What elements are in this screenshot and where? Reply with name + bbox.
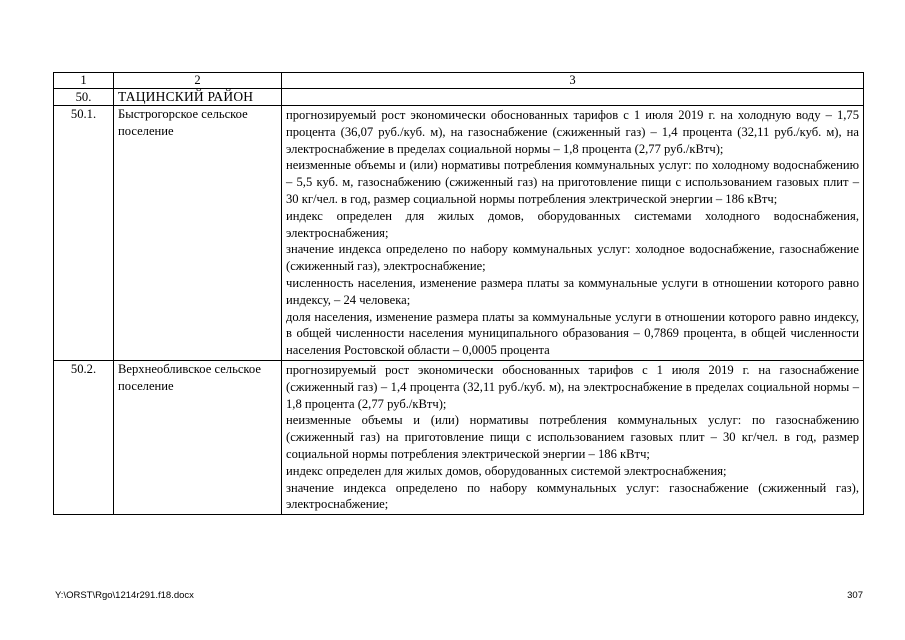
district-empty-cell	[282, 89, 864, 106]
table-viewport	[53, 72, 865, 574]
header-col-1: 1	[54, 73, 114, 89]
district-number: 50.	[54, 89, 114, 106]
table-row	[54, 106, 864, 361]
header-col-3: 3	[282, 73, 864, 89]
description-paragraph: прогнозируемый рост экономически обоснованных тарифов с 1 июля 2019 г. на газоснабжение (сжиженный газ) – 1,4 процента (32,11 руб./куб. м), на электроснабжение в пределах социальной нормы – 1,8 процента (2,77 руб./кВтч);	[286, 362, 859, 411]
description-paragraph: индекс определен для жилых домов, оборудованных системой электроснабжения;	[286, 463, 727, 478]
table-header-row	[54, 73, 864, 89]
row-number: 50.2.	[54, 360, 114, 514]
district-row	[54, 89, 864, 106]
footer-page-number: 307	[847, 590, 863, 601]
description-paragraph: прогнозируемый рост экономически обоснованных тарифов с 1 июля 2019 г. на холодную воду – 1,75 процента (36,07 руб./куб. м), на газоснабжение (сжиженный газ) – 1,4 процента (32,11 руб./куб. м), на электроснабжение в пределах социальной нормы – 1,8 процента (2,77 руб./кВтч);	[286, 108, 859, 156]
description-paragraph: численность населения, изменение размера платы за коммунальные услуги в отношении которого равно индексу, – 24 человека;	[286, 275, 859, 307]
description-paragraph: неизменные объемы и (или) нормативы потребления коммунальных услуг: по холодному водоснабжению – 5,5 куб. м, газоснабжению (сжиженный газ) на приготовление пищи с использованием газовых плит – 30 кг/чел. в год, размер социальной нормы потребления электрической энергии – 186 кВтч;	[286, 158, 859, 206]
description-paragraph: доля населения, изменение размера платы за коммунальные услуги в отношении которого равно индексу, в общей численности населения муниципального образования – 0,7869 процента, в общей численности населения Ростовской области – 0,0005 процента	[286, 309, 859, 358]
header-col-2: 2	[114, 73, 282, 89]
description-paragraph: значение индекса определено по набору коммунальных услуг: холодное водоснабжение, газоснабжение (сжиженный газ), электроснабжение;	[286, 242, 859, 274]
tariff-index-table	[53, 72, 864, 515]
footer-file-path: Y:\ORST\Rgo\1214r291.f18.docx	[55, 590, 194, 601]
description-cell	[282, 106, 864, 361]
description-paragraph: индекс определен для жилых домов, оборудованных системами холодного водоснабжения, электроснабжения;	[286, 208, 859, 240]
district-name: ТАЦИНСКИЙ РАЙОН	[114, 89, 282, 106]
row-number: 50.1.	[54, 106, 114, 361]
settlement-name: Быстрогорское сельское поселение	[114, 106, 282, 361]
description-paragraph: значение индекса определено по набору коммунальных услуг: газоснабжение (сжиженный газ), электроснабжение;	[286, 480, 859, 512]
description-cell	[282, 360, 864, 514]
settlement-name: Верхнеобливское сельское поселение	[114, 360, 282, 514]
table-row	[54, 360, 864, 514]
description-paragraph: неизменные объемы и (или) нормативы потребления коммунальных услуг: по газоснабжению (сжиженный газ) на приготовление пищи с использованием газовых плит – 30 кг/чел. в год, размер социальной нормы потребления электрической энергии – 186 кВтч;	[286, 413, 859, 461]
